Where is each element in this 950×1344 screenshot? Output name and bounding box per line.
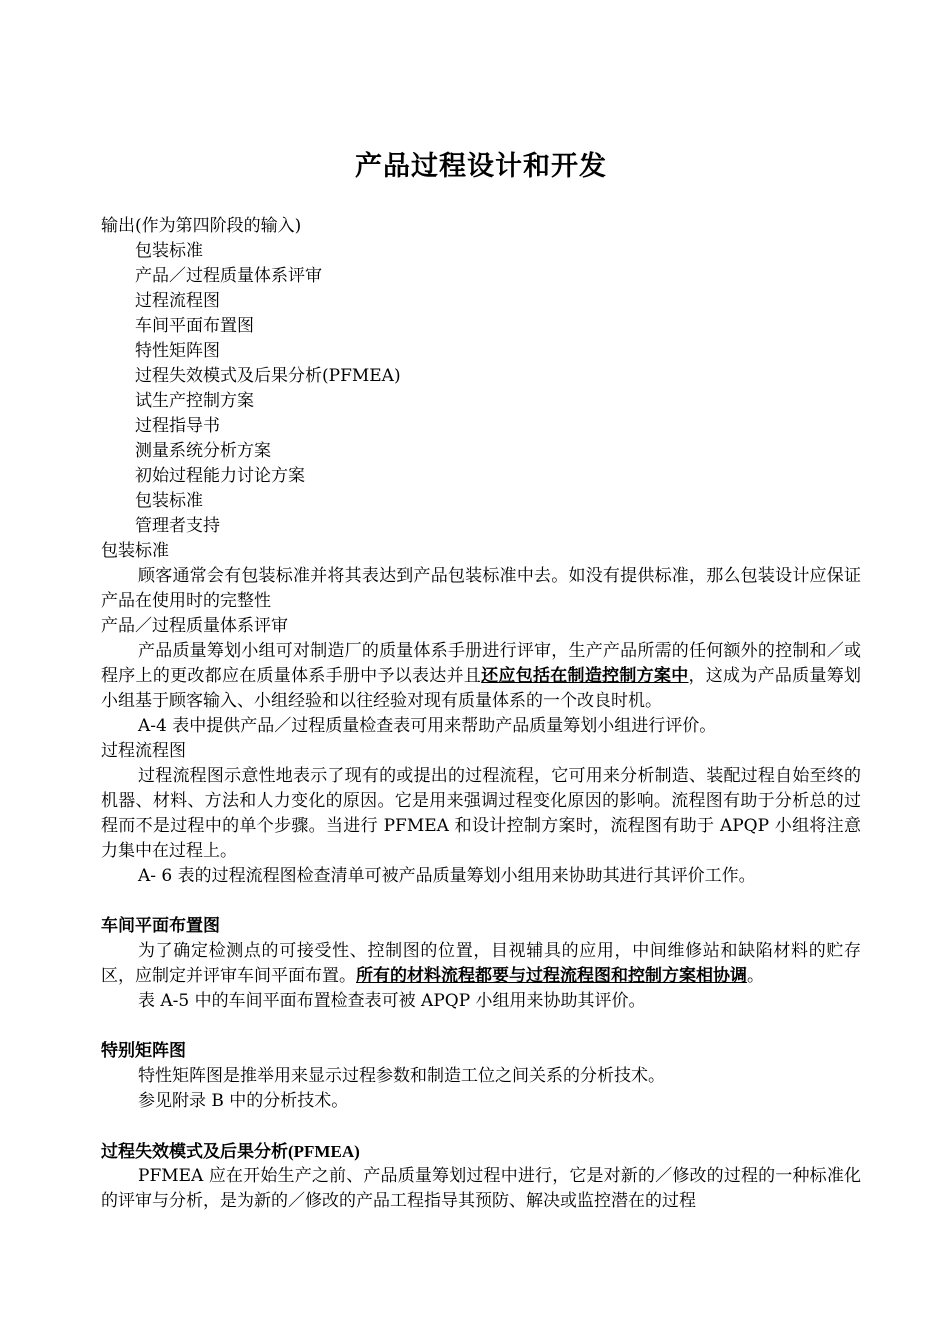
list-item: 过程失效模式及后果分析(PFMEA)	[135, 366, 401, 386]
list-item: 包装标准	[135, 491, 203, 511]
document-body	[101, 214, 861, 1214]
section-body-pfmea: PFMEA 应在开始生产之前、产品质量筹划过程中进行，它是对新的／修改的过程的一种标准化的评审与分析，是为新的／修改的产品工程指导其预防、解决或监控潜在的过程	[101, 1166, 861, 1211]
section-body2-layout: 表 A-5 中的车间平面布置检查表可被 APQP 小组用来协助其评价。	[138, 991, 646, 1011]
list-item: 产品／过程质量体系评审	[135, 266, 322, 286]
section-heading-flowchart: 过程流程图	[101, 741, 186, 761]
output-heading: 输出(作为第四阶段的输入)	[101, 216, 302, 236]
section-body-packaging: 顾客通常会有包装标准并将其表达到产品包装标准中去。如没有提供标准，那么包装设计应保证产品在使用时的完整性	[101, 566, 861, 611]
section-body-layout	[101, 939, 861, 989]
section-body2-flowchart: A- 6 表的过程流程图检查清单可被产品质量筹划小组用来协助其进行其评价工作。	[138, 866, 756, 886]
list-item: 车间平面布置图	[135, 316, 254, 336]
section-body-quality-system	[101, 639, 861, 714]
text-span: 产品质量筹划小组可对制造厂的质量体系手册进行评审，生产产品所需的任何额外的控制和／或程序上的更改都应在质量体系手册中予以表达并且	[101, 641, 861, 686]
heading-text: 过程失效模式及后果分析	[101, 1142, 288, 1162]
list-item: 过程指导书	[135, 416, 220, 436]
section-body2-quality-system: A-4 表中提供产品／过程质量检查表可用来帮助产品质量筹划小组进行评价。	[138, 716, 717, 736]
section-heading-matrix: 特别矩阵图	[101, 1041, 186, 1061]
section-body-flowchart: 过程流程图示意性地表示了现有的或提出的过程流程，它可用来分析制造、装配过程自始至终的机器、材料、方法和人力变化的原因。它是用来强调过程变化原因的影响。流程图有助于分析总的过程而不是过程中的单个步骤。当进行 PFMEA 和设计控制方案时，流程图有助于 APQP 小组将注意力集中在过程上。	[101, 766, 861, 861]
emphasis-underlined: 所有的材料流程都要与过程流程图和控制方案相协调	[356, 966, 747, 986]
list-item: 管理者支持	[135, 516, 220, 536]
spacer	[101, 1014, 861, 1039]
text-span: ，这成为产品质量筹划小组基于顾客输入、小组经验和以往经验对现有质量体系的一个改良时机。	[101, 666, 862, 711]
emphasis-underlined: 还应包括在制造控制方案中	[481, 666, 689, 686]
list-item: 初始过程能力讨论方案	[135, 466, 305, 486]
section-body2-matrix: 参见附录 B 中的分析技术。	[138, 1091, 349, 1111]
section-heading-packaging: 包装标准	[101, 541, 169, 561]
text-span: 。	[747, 966, 764, 986]
list-item: 包装标准	[135, 241, 203, 261]
section-heading-pfmea	[101, 1139, 861, 1164]
output-list	[101, 239, 861, 539]
page-title: 产品过程设计和开发	[355, 151, 607, 182]
list-item: 试生产控制方案	[135, 391, 254, 411]
list-item: 测量系统分析方案	[135, 441, 271, 461]
spacer	[101, 889, 861, 914]
spacer	[101, 1114, 861, 1139]
list-item: 特性矩阵图	[135, 341, 220, 361]
text-span: 为了确定检测点的可接受性、控制图的位置，目视辅具的应用，中间维修站和缺陷材料的贮存区，应制定并评审车间平面布置。	[101, 941, 861, 986]
heading-text-latin: (PFMEA)	[288, 1142, 360, 1161]
section-heading-layout: 车间平面布置图	[101, 916, 220, 936]
section-body-matrix: 特性矩阵图是推举用来显示过程参数和制造工位之间关系的分析技术。	[138, 1066, 665, 1086]
section-heading-quality-system: 产品／过程质量体系评审	[101, 616, 288, 636]
list-item: 过程流程图	[135, 291, 220, 311]
